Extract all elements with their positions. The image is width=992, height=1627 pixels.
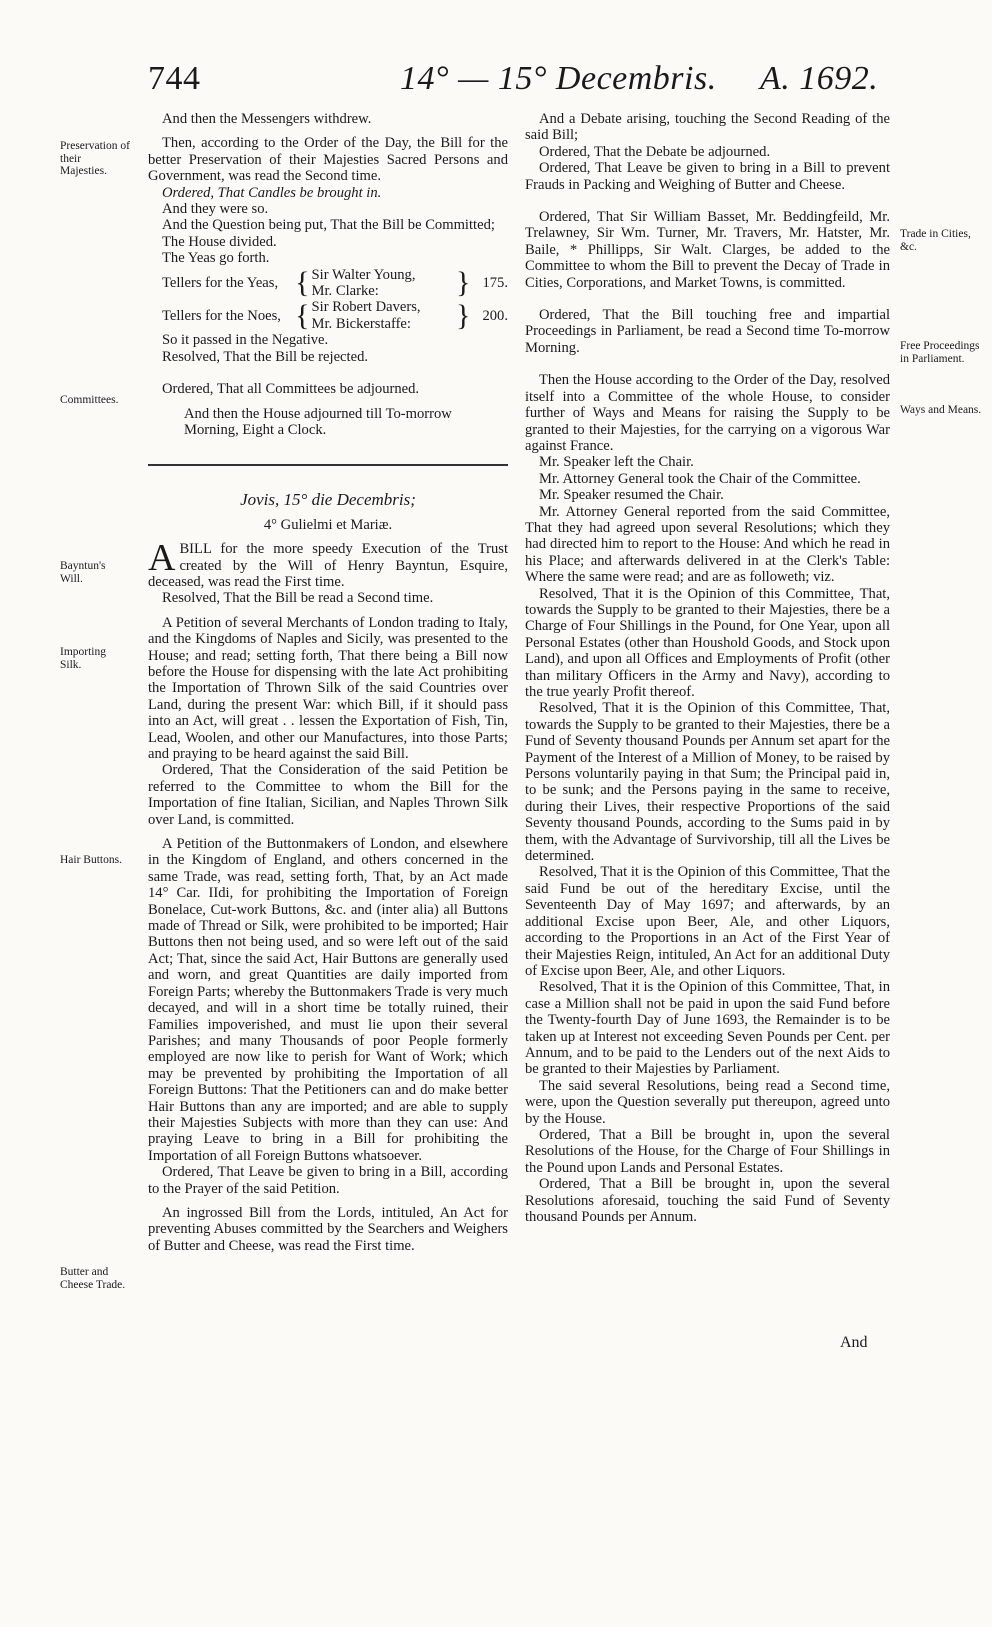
brace-icon: } [456, 298, 471, 332]
margin-note-trade-cities: Trade in Cities, &c. [900, 228, 971, 253]
tellers-yeas [148, 267, 508, 300]
paragraph: Resolved, That the Bill be rejected. [162, 348, 369, 365]
paragraph: Ordered, That the Bill touching free and impartial Proceedings in Parliament, be read a Second time To-morrow Morning. [525, 307, 890, 356]
paragraph: A Petition of the Buttonmakers of London, and elsewhere in the Kingdom of England, and others concerned in the same Trade, was read, setting forth, That, by an Act made 14° Car. IIdi, for prohibiting the Importation of Foreign Bonelace, Cut-work Buttons, &c. and (inter alia) all Buttons made of Thread or Silk, were prohibited to be imported; Hair Buttons then not being used, and so were left out of the said Act; That, since the said Act, Hair Buttons are generally used and worn, and great Quantities are daily imported from Foreign Parts; whereby the Buttonmakers Trade is very much decayed, and will in a short time be totally ruined, their Families impoverished, and must lie upon their several Parishes; and many Thousands of poor People formerly employed are now like to perish for Want of Work; which may be prevented by prohibiting the Importation of all Foreign Buttons: That the Petitioners can and do make better Hair Buttons than any are imported; and are able to supply their Majesties Subjects with more than they can use: And praying Leave to bring in a Bill for prohibiting the Importation of all Foreign Buttons whatsoever. [148, 836, 508, 1164]
section-divider [148, 464, 508, 466]
paragraph: The House divided. [162, 233, 277, 250]
margin-note-preservation: Preservation of their Majesties. [60, 140, 130, 178]
left-column [148, 111, 508, 1254]
tellers-label: Tellers for the Yeas, [162, 274, 279, 291]
paragraph: Resolved, That it is the Opinion of this Committee, That, towards the Supply to be granted to their Majesties, there be a Fund of Seventy thousand Pounds per Annum set apart for the Payment of the Interest of a Million of Money, to be raised by Persons voluntarily paying in that Sum; the Principal paid in, to be sunk; and the Persons paying in the same to receive, during their Lives, their respective Proportions of the said Seventy thousand Pounds, according to the Sums paid in by them, with the Advantage of Survivorship, till all the Lives be determined. [525, 700, 890, 865]
paragraph: And then the Messengers withdrew. [162, 111, 372, 127]
paragraph: Ordered, That a Bill be brought in, upon the several Resolutions aforesaid, touching the said Fund of Seventy thousand Pounds per Annum. [525, 1176, 890, 1225]
paragraph: Resolved, That the Bill be read a Second time. [162, 590, 434, 607]
paragraph: Resolved, That it is the Opinion of this Committee, That, in case a Million shall not be paid in upon the said Fund before the Twenty-fourth Day of June 1693, the Remainder is to be taken up at Interest not exceeding Seven Pounds per Cent. per Annum, and to be paid to the Lenders out of the next Aids to be granted to their Majesties by Parliament. [525, 979, 890, 1078]
paragraph: The Yeas go forth. [162, 250, 270, 267]
paragraph: Ordered, That Leave be given to bring in a Bill, according to the Prayer of the said Petition. [148, 1164, 508, 1197]
paragraph: Resolved, That it is the Opinion of this Committee, That the said Fund be out of the hereditary Excise, until the Seventeenth Day of May 1697; and afterwards, by an additional Excise upon Beer, Ale, and other Liquors, according to the Proportions in an Act of the First Year of their Majesties Reign, intituled, An Act for an additional Duty of Excise upon Beer, Ale, and other Liquors. [525, 864, 890, 979]
brace-icon: { [295, 298, 310, 332]
drop-cap: A [148, 537, 176, 580]
paragraph: An ingrossed Bill from the Lords, intituled, An Act for preventing Abuses committed by the Searchers and Weighers of Butter and Cheese, was read the First time. [148, 1204, 508, 1254]
paragraph: And they were so. [162, 201, 269, 218]
teller-names [312, 299, 455, 332]
margin-note-bayntun: Bayntun's Will. [60, 560, 106, 585]
teller-name: Mr. Clarke: [311, 283, 379, 300]
right-column [525, 111, 890, 1225]
paragraph: Resolved, That it is the Opinion of this Committee, That, towards the Supply to be granted to their Majesties, there be a Charge of Four Shillings in the Pound, for One Year, upon all Personal Estates (other than Houshold Goods, and Stock upon Land), and upon all Offices and Employments of Profit (other than military Officers in the Army and Navy), according to the true yearly Profit thereof. [525, 585, 890, 700]
paragraph: So it passed in the Negative. [162, 332, 329, 349]
margin-note-hair-buttons: Hair Buttons. [60, 854, 122, 866]
margin-note-committees: Committees. [60, 394, 119, 406]
page-year: A. 1692. [760, 60, 879, 97]
paragraph: Then the House according to the Order of the Day, resolved itself into a Committee of the whole House, to consider further of Ways and Means for raising the Supply to be granted to their Majesties, for the carrying on a vigorous War against France. [525, 372, 890, 454]
margin-note-butter-cheese: Butter and Cheese Trade. [60, 1266, 126, 1291]
paragraph: Mr. Speaker left the Chair. [539, 454, 694, 471]
vote-count: 175. [482, 274, 508, 291]
paragraph: Ordered, That Candles be brought in. [162, 184, 382, 201]
paragraph: And a Debate arising, touching the Second Reading of the said Bill; [525, 111, 890, 144]
margin-note-ways-means: Ways and Means. [900, 404, 982, 416]
regnal-year: 4° Gulielmi et Mariæ. [263, 516, 393, 533]
paragraph: Ordered, That a Bill be brought in, upon the several Resolutions of the House, for the Charge of Four Shillings in the Pound upon Lands and Personal Estates. [525, 1126, 890, 1176]
paragraph: And the Question being put, That the Bill be Committed; [162, 217, 495, 234]
vote-count: 200. [482, 307, 508, 324]
teller-name: Sir Robert Davers, [311, 299, 421, 316]
tellers-noes [148, 299, 508, 332]
paragraph: Mr. Attorney General reported from the said Committee, That they had agreed upon several Resolutions; which they had directed him to report to the House: And which he read in his Place; and afterwards delivered in at the Clerk's Table: Where the same were read; and are as followeth; viz. [525, 503, 890, 586]
paragraph: Ordered, That Leave be given to bring in a Bill to prevent Frauds in Packing and Weighing of Butter and Cheese. [525, 160, 890, 193]
brace-icon: } [456, 266, 471, 300]
teller-names [312, 267, 455, 300]
margin-note-importing-silk: Importing Silk. [60, 646, 106, 671]
paragraph: Mr. Speaker resumed the Chair. [539, 487, 724, 504]
tellers-label: Tellers for the Noes, [162, 307, 281, 324]
teller-name: Sir Walter Young, [311, 266, 416, 283]
paragraph: Then, according to the Order of the Day, the Bill for the better Preservation of their Majesties Sacred Persons and Government, was read the Second time. [148, 135, 508, 185]
page-number: 744 [148, 60, 201, 97]
margin-note-free-proceedings: Free Proceedings in Parliament. [900, 340, 980, 365]
teller-name: Mr. Bickerstaffe: [311, 315, 411, 332]
page-date-heading: 14° — 15° Decembris. [400, 60, 717, 97]
paragraph: The said several Resolutions, being read a Second time, were, upon the Question severally put thereupon, agreed unto by the House. [525, 1077, 890, 1127]
paragraph: Ordered, That the Consideration of the said Petition be referred to the Committee to whom the Bill for the Importation of fine Italian, Sicilian, and Naples Thrown Silk over Land, is committed. [148, 762, 508, 828]
paragraph: Ordered, That all Committees be adjourned. [162, 381, 420, 398]
catchword: And [840, 1334, 868, 1351]
paragraph [148, 537, 508, 590]
paragraph: Ordered, That the Debate be adjourned. [539, 143, 771, 160]
day-heading: Jovis, 15° die Decembris; [240, 490, 416, 510]
paragraph: And then the House adjourned till To-morrow Morning, Eight a Clock. [184, 405, 452, 438]
paragraph: Mr. Attorney General took the Chair of the Committee. [539, 470, 861, 487]
paragraph: A Petition of several Merchants of London trading to Italy, and the Kingdoms of Naples and Sicily, was presented to the House; and read; setting forth, That there being a Bill now before the House for dispensing with the late Act prohibiting the Importation of Thrown Silk of the said Countries over Land, during the present War: which Bill, if it should pass into an Act, will great . . lessen the Exportation of Fish, Tin, Lead, Woolen, and other our Manufactures, into those Parts; and praying to be heard against the said Bill. [148, 614, 508, 762]
paragraph-text: BILL for the more speedy Execution of the Trust created by the Will of Henry Bayntun, Esquire, deceased, was read the First time. [148, 541, 508, 590]
brace-icon: { [295, 266, 310, 300]
paragraph: Ordered, That Sir William Basset, Mr. Beddingfeild, Mr. Trelawney, Sir Wm. Turner, Mr. Travers, Mr. Hatster, Mr. Baile, * Phillipps, Sir Walt. Clarges, be added to the Committee to whom the Bill to prevent the Decay of Trade in Cities, Corporations, and Market Towns, is committed. [525, 209, 890, 291]
